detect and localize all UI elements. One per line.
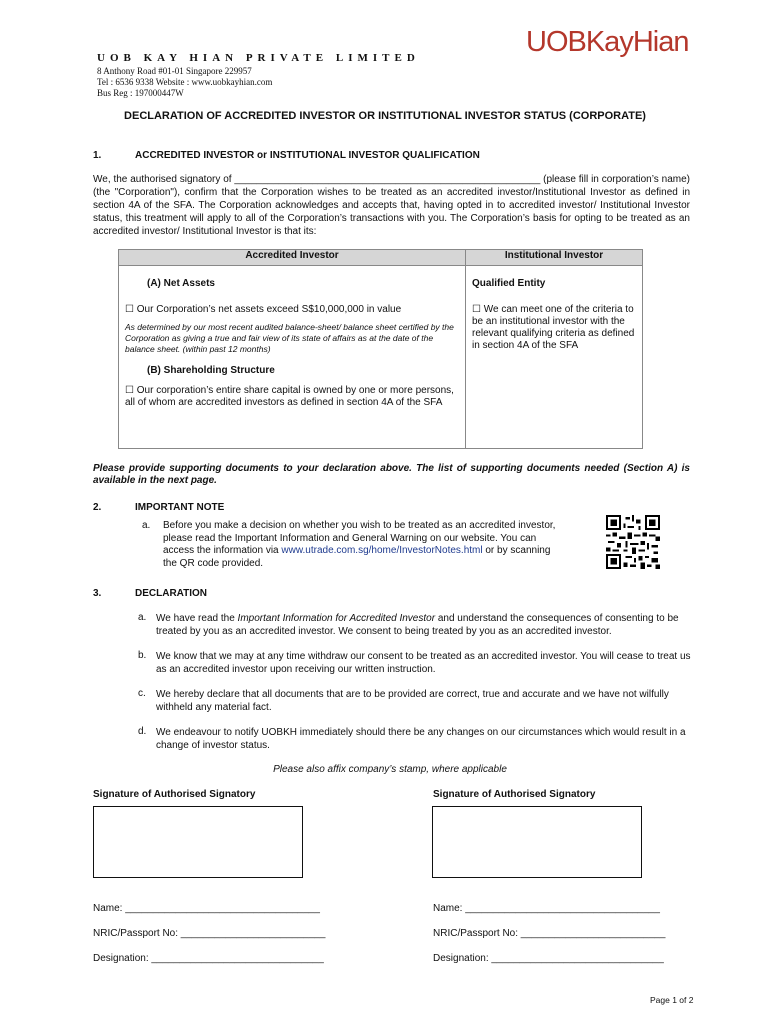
right-name-field[interactable]: Name: ___________________________________ (433, 903, 660, 914)
note-text-after: or by scanning the QR code provided. (163, 545, 551, 569)
declaration-a-letter: a. (138, 612, 147, 623)
shareholding-option[interactable]: ☐ Our corporation’s entire share capital is owned by one or more persons, all of whom are accredited investors as defined in section 4A of the SFA (125, 385, 454, 408)
page-title: DECLARATION OF ACCREDITED INVESTOR OR INSTITUTIONAL INVESTOR STATUS (CORPORATE) (124, 110, 646, 122)
section1-paragraph: We, the authorised signatory of _______________________________________________________ (please fill in corporation’s name) (the "Corporation"), confirm that the Corporation wishes to be treated as an accredited investor/Institutional Investor as defined in section 4A of the SFA. The Corporation acknowledges and accepts that, having opted in to accredited investor/ Institutional Investor status, this treatment will apply to all of the Corporation’s transactions with you. The Corporation’s basis for opting to be treated as an accredited investor/ Institutional Investor is that its: (93, 174, 690, 237)
qualified-entity-heading: Qualified Entity (472, 278, 546, 289)
uob-kayhian-logo: UOBKayHian (526, 26, 689, 58)
declaration-b-text: We know that we may at any time withdraw our consent to be treated as an accredited investor. You will cease to treat us as an accredited investor upon receiving our written instruction. (156, 651, 691, 675)
declaration-c-text: We hereby declare that all documents that are to be provided are correct, true and accurate and we have not wilfully withheld any material fact. (156, 689, 669, 713)
declaration-a-emphasis: Important Information for Accredited Investor (237, 613, 436, 624)
declaration-d-text: We endeavour to notify UOBKH immediately should there be any changes on our circumstances which would result in a change of investor status. (156, 727, 686, 751)
important-note-text (163, 520, 563, 570)
shareholding-heading: (B) Shareholding Structure (147, 365, 275, 376)
company-bus-reg: Bus Reg : 197000447W (97, 88, 184, 98)
page-number: Page 1 of 2 (650, 995, 694, 1005)
right-nric-field[interactable]: NRIC/Passport No: __________________________ (433, 928, 666, 939)
declaration-c-letter: c. (138, 688, 146, 699)
section1-heading: ACCREDITED INVESTOR or INSTITUTIONAL INVESTOR QUALIFICATION (135, 150, 480, 161)
section1-number: 1. (93, 150, 102, 161)
declaration-d-letter: d. (138, 726, 147, 737)
right-signature-box[interactable] (432, 806, 642, 878)
company-contact: Tel : 6536 9338 Website : www.uobkayhian.com (97, 77, 273, 87)
qualified-entity-option[interactable]: ☐ We can meet one of the criteria to be an institutional investor with the relevant qualifying criteria as defined in section 4A of the SFA (472, 304, 635, 351)
company-name: UOB KAY HIAN PRIVATE LIMITED (97, 52, 420, 64)
col-accredited-investor: Accredited Investor (119, 250, 466, 266)
left-nric-field[interactable]: NRIC/Passport No: __________________________ (93, 928, 326, 939)
left-designation-field[interactable]: Designation: _______________________________ (93, 953, 324, 964)
note-text-before: Before you make a decision on whether you wish to be treated as an accredited investor, please read the Important Information and General Warning on our website. You can access the information via (163, 520, 556, 556)
declaration-a-post: and understand the consequences of consenting to be treated by you as an accredited investor. We consent to being treated by you as an accredited investor. (156, 613, 679, 637)
declaration-a-text (156, 612, 691, 638)
section2-number: 2. (93, 502, 102, 513)
stamp-note: Please also affix company’s stamp, where applicable (273, 764, 507, 775)
col-institutional-investor: Institutional Investor (466, 250, 643, 266)
company-address: 8 Anthony Road #01-01 Singapore 229957 (97, 66, 252, 76)
net-assets-note: As determined by our most recent audited balance-sheet/ balance sheet certified by the Corporation as giving a true and fair view of its state of affairs as at the date of the balance sheet. (within past 12 months) (125, 322, 454, 354)
section3-heading: DECLARATION (135, 588, 208, 599)
declaration-b-letter: b. (138, 650, 147, 661)
supporting-documents-note: Please provide supporting documents to your declaration above. The list of supporting documents needed (Section A) is available in the next page. (93, 463, 690, 486)
qualification-table (118, 249, 643, 449)
net-assets-option[interactable]: ☐ Our Corporation’s net assets exceed S$10,000,000 in value (125, 304, 402, 315)
investor-notes-link[interactable]: www.utrade.com.sg/home/InvestorNotes.html (281, 545, 483, 556)
qr-code-icon[interactable] (606, 515, 660, 569)
section2-heading: IMPORTANT NOTE (135, 502, 225, 513)
net-assets-heading: (A) Net Assets (147, 278, 215, 289)
right-signatory-heading: Signature of Authorised Signatory (433, 789, 596, 800)
left-signature-box[interactable] (93, 806, 303, 878)
left-name-field[interactable]: Name: ___________________________________ (93, 903, 320, 914)
section3-number: 3. (93, 588, 102, 599)
declaration-a-pre: We have read the (156, 613, 238, 624)
note-item-letter: a. (142, 520, 151, 531)
left-signatory-heading: Signature of Authorised Signatory (93, 789, 256, 800)
right-designation-field[interactable]: Designation: _______________________________ (433, 953, 664, 964)
